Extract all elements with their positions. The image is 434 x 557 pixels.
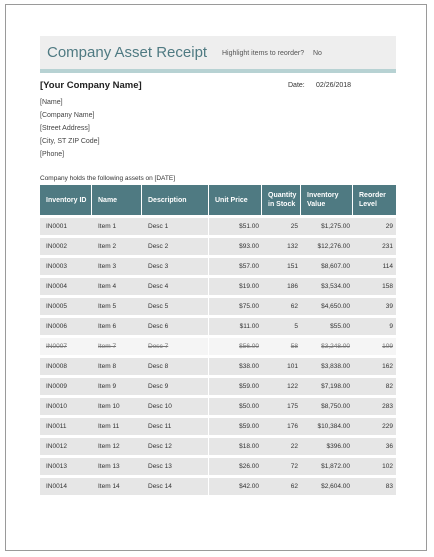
- cell-inventory-id[interactable]: IN0014: [40, 475, 92, 495]
- cell-quantity[interactable]: 176: [262, 415, 301, 435]
- cell-name[interactable]: Item 5: [92, 295, 142, 315]
- cell-inventory-value[interactable]: $55.00: [301, 315, 353, 335]
- cell-name[interactable]: Item 13: [92, 455, 142, 475]
- cell-quantity[interactable]: 175: [262, 395, 301, 415]
- col-header-quantity: Quantity in Stock: [262, 185, 301, 215]
- cell-reorder-level[interactable]: 83: [353, 475, 396, 495]
- cell-quantity[interactable]: 58: [262, 335, 301, 355]
- address-street-line[interactable]: [Street Address]: [40, 125, 90, 132]
- cell-inventory-id[interactable]: IN0007: [40, 335, 92, 355]
- cell-unit-price[interactable]: $42.00: [209, 475, 262, 495]
- cell-reorder-level[interactable]: 102: [353, 455, 396, 475]
- cell-description[interactable]: Desc 3: [142, 255, 209, 275]
- cell-quantity[interactable]: 101: [262, 355, 301, 375]
- address-company-line[interactable]: [Company Name]: [40, 112, 95, 119]
- cell-description[interactable]: Desc 13: [142, 455, 209, 475]
- col-header-reorder-level: Reorder Level: [353, 185, 396, 215]
- cell-unit-price[interactable]: $19.00: [209, 275, 262, 295]
- col-header-description: Description: [142, 185, 209, 215]
- cell-name[interactable]: Item 8: [92, 355, 142, 375]
- cell-inventory-id[interactable]: IN0002: [40, 235, 92, 255]
- cell-inventory-value[interactable]: $8,607.00: [301, 255, 353, 275]
- cell-description[interactable]: Desc 6: [142, 315, 209, 335]
- cell-unit-price[interactable]: $59.00: [209, 415, 262, 435]
- asset-table: [40, 185, 396, 495]
- table-row[interactable]: [40, 235, 396, 255]
- cell-inventory-value[interactable]: $1,872.00: [301, 455, 353, 475]
- table-row[interactable]: [40, 375, 396, 395]
- cell-inventory-id[interactable]: IN0008: [40, 355, 92, 375]
- cell-quantity[interactable]: 62: [262, 475, 301, 495]
- address-city-line[interactable]: [City, ST ZIP Code]: [40, 138, 100, 145]
- cell-name[interactable]: Item 7: [92, 335, 142, 355]
- cell-reorder-level[interactable]: 229: [353, 415, 396, 435]
- cell-inventory-value[interactable]: $12,276.00: [301, 235, 353, 255]
- cell-inventory-value[interactable]: $8,750.00: [301, 395, 353, 415]
- cell-reorder-level[interactable]: 114: [353, 255, 396, 275]
- cell-unit-price[interactable]: $59.00: [209, 375, 262, 395]
- cell-name[interactable]: Item 12: [92, 435, 142, 455]
- cell-inventory-id[interactable]: IN0011: [40, 415, 92, 435]
- header-rule: [40, 69, 396, 73]
- cell-reorder-level[interactable]: 283: [353, 395, 396, 415]
- col-header-inventory-value: Inventory Value: [301, 185, 353, 215]
- cell-inventory-value[interactable]: $2,604.00: [301, 475, 353, 495]
- cell-name[interactable]: Item 10: [92, 395, 142, 415]
- table-row[interactable]: [40, 335, 396, 355]
- cell-unit-price[interactable]: $18.00: [209, 435, 262, 455]
- cell-inventory-id[interactable]: IN0010: [40, 395, 92, 415]
- cell-inventory-id[interactable]: IN0003: [40, 255, 92, 275]
- cell-reorder-level[interactable]: 82: [353, 375, 396, 395]
- table-header-row: [40, 185, 396, 215]
- cell-description[interactable]: Desc 14: [142, 475, 209, 495]
- table-row[interactable]: [40, 475, 396, 495]
- cell-inventory-id[interactable]: IN0004: [40, 275, 92, 295]
- cell-reorder-level[interactable]: 158: [353, 275, 396, 295]
- address-name-line[interactable]: [Name]: [40, 99, 63, 106]
- assets-intro-text: Company holds the following assets on [DATE]: [40, 175, 176, 182]
- table-row[interactable]: [40, 455, 396, 475]
- cell-inventory-value[interactable]: $396.00: [301, 435, 353, 455]
- cell-reorder-level[interactable]: 162: [353, 355, 396, 375]
- cell-reorder-level[interactable]: 109: [353, 335, 396, 355]
- cell-inventory-value[interactable]: $3,248.00: [301, 335, 353, 355]
- cell-description[interactable]: Desc 2: [142, 235, 209, 255]
- table-row[interactable]: [40, 275, 396, 295]
- cell-quantity[interactable]: 25: [262, 215, 301, 235]
- cell-name[interactable]: Item 11: [92, 415, 142, 435]
- cell-description[interactable]: Desc 12: [142, 435, 209, 455]
- company-name[interactable]: [Your Company Name]: [40, 80, 142, 91]
- cell-description[interactable]: Desc 8: [142, 355, 209, 375]
- highlight-reorder-value[interactable]: No: [313, 50, 322, 57]
- cell-unit-price[interactable]: $93.00: [209, 235, 262, 255]
- cell-name[interactable]: Item 9: [92, 375, 142, 395]
- cell-reorder-level[interactable]: 29: [353, 215, 396, 235]
- date-label: Date:: [288, 82, 305, 89]
- cell-inventory-value[interactable]: $3,838.00: [301, 355, 353, 375]
- cell-name[interactable]: Item 14: [92, 475, 142, 495]
- cell-reorder-level[interactable]: 231: [353, 235, 396, 255]
- cell-description[interactable]: Desc 9: [142, 375, 209, 395]
- cell-quantity[interactable]: 132: [262, 235, 301, 255]
- cell-name[interactable]: Item 6: [92, 315, 142, 335]
- cell-unit-price[interactable]: $75.00: [209, 295, 262, 315]
- cell-reorder-level[interactable]: 9: [353, 315, 396, 335]
- highlight-reorder-label: Highlight items to reorder?: [222, 50, 305, 57]
- cell-unit-price[interactable]: $51.00: [209, 215, 262, 235]
- cell-quantity[interactable]: 122: [262, 375, 301, 395]
- col-header-unit-price: Unit Price: [209, 185, 262, 215]
- cell-inventory-id[interactable]: IN0005: [40, 295, 92, 315]
- cell-inventory-value[interactable]: $1,275.00: [301, 215, 353, 235]
- cell-name[interactable]: Item 1: [92, 215, 142, 235]
- table-row[interactable]: [40, 415, 396, 435]
- cell-name[interactable]: Item 4: [92, 275, 142, 295]
- cell-unit-price[interactable]: $11.00: [209, 315, 262, 335]
- cell-description[interactable]: Desc 5: [142, 295, 209, 315]
- table-row[interactable]: [40, 295, 396, 315]
- table-row[interactable]: [40, 315, 396, 335]
- cell-inventory-id[interactable]: IN0012: [40, 435, 92, 455]
- cell-unit-price[interactable]: $50.00: [209, 395, 262, 415]
- cell-unit-price[interactable]: $57.00: [209, 255, 262, 275]
- col-header-name: Name: [92, 185, 142, 215]
- cell-unit-price[interactable]: $38.00: [209, 355, 262, 375]
- cell-name[interactable]: Item 2: [92, 235, 142, 255]
- table-row[interactable]: [40, 355, 396, 375]
- cell-description[interactable]: Desc 1: [142, 215, 209, 235]
- cell-quantity[interactable]: 151: [262, 255, 301, 275]
- cell-reorder-level[interactable]: 39: [353, 295, 396, 315]
- cell-quantity[interactable]: 186: [262, 275, 301, 295]
- cell-inventory-value[interactable]: $10,384.00: [301, 415, 353, 435]
- page-title: Company Asset Receipt: [47, 44, 208, 61]
- cell-unit-price[interactable]: $26.00: [209, 455, 262, 475]
- date-value[interactable]: 02/26/2018: [316, 82, 352, 89]
- cell-reorder-level[interactable]: 36: [353, 435, 396, 455]
- cell-inventory-value[interactable]: $4,650.00: [301, 295, 353, 315]
- cell-description[interactable]: Desc 10: [142, 395, 209, 415]
- cell-unit-price[interactable]: $56.00: [209, 335, 262, 355]
- cell-inventory-id[interactable]: IN0001: [40, 215, 92, 235]
- table-row[interactable]: [40, 215, 396, 235]
- cell-quantity[interactable]: 62: [262, 295, 301, 315]
- cell-inventory-id[interactable]: IN0009: [40, 375, 92, 395]
- table-row[interactable]: [40, 255, 396, 275]
- col-header-inventory-id: Inventory ID: [40, 185, 92, 215]
- cell-description[interactable]: Desc 7: [142, 335, 209, 355]
- cell-quantity[interactable]: 5: [262, 315, 301, 335]
- cell-inventory-value[interactable]: $3,534.00: [301, 275, 353, 295]
- cell-description[interactable]: Desc 11: [142, 415, 209, 435]
- cell-name[interactable]: Item 3: [92, 255, 142, 275]
- cell-inventory-value[interactable]: $7,198.00: [301, 375, 353, 395]
- cell-inventory-id[interactable]: IN0006: [40, 315, 92, 335]
- cell-inventory-id[interactable]: IN0013: [40, 455, 92, 475]
- cell-quantity[interactable]: 72: [262, 455, 301, 475]
- cell-description[interactable]: Desc 4: [142, 275, 209, 295]
- cell-quantity[interactable]: 22: [262, 435, 301, 455]
- table-row[interactable]: [40, 395, 396, 415]
- table-row[interactable]: [40, 435, 396, 455]
- address-phone-line[interactable]: [Phone]: [40, 151, 65, 158]
